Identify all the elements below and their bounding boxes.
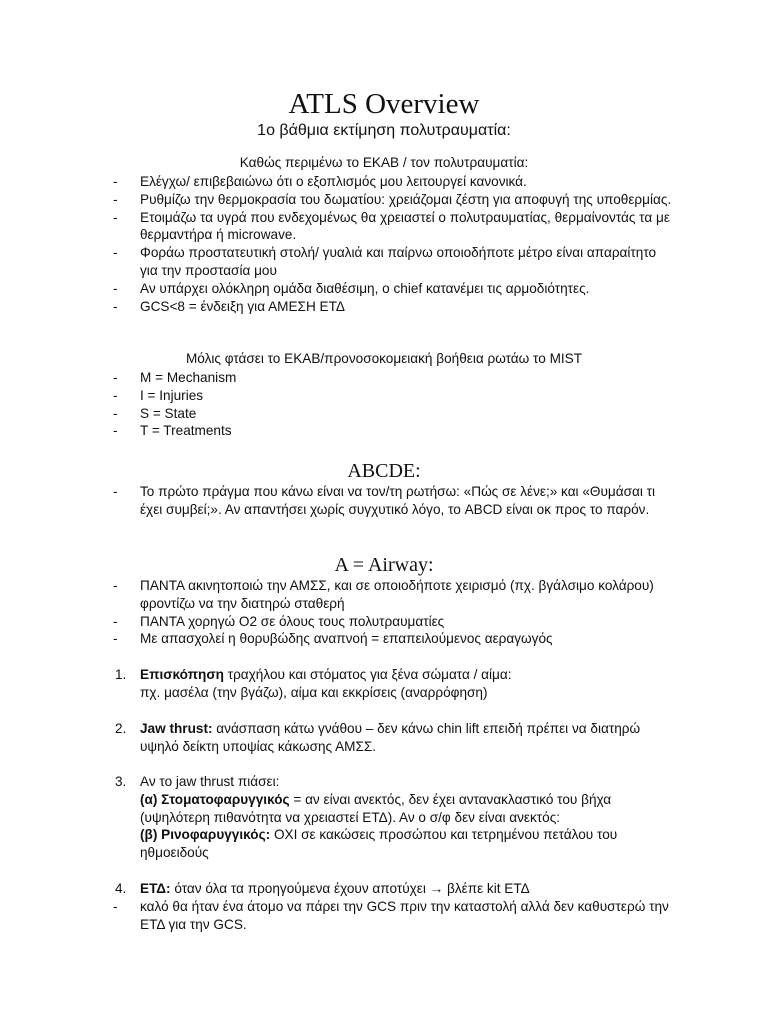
dash-marker: - xyxy=(113,898,118,914)
list-item-text: καλό θα ήταν ένα άτομο να πάρει την GCS πριν την καταστολή αλλά δεν καθυστερώ την ΕΤΔ για την GCS. xyxy=(140,898,669,932)
step-text-rest: τραχήλου και στόματος για ξένα σώματα / αίμα: xyxy=(223,667,512,682)
airway-step-3 xyxy=(113,773,673,862)
list-item-text: Φοράω προστατευτική στολή/ γυαλιά και παίρνω οποιοδήποτε μέτρο είναι απαραίτητο για την προστασία μου xyxy=(140,245,657,278)
numbered-item xyxy=(113,720,673,756)
list-item xyxy=(113,209,673,245)
list-item xyxy=(113,898,673,934)
list-item-text: S = State xyxy=(140,405,197,421)
step-bold-label: Jaw thrust: xyxy=(140,721,213,736)
step-text-rest: ανάσπαση κάτω γνάθου – δεν κάνω chin lift επειδή πρέπει να διατηρώ υψηλό δείκτη υποψίας κάκωσης ΑΜΣΣ. xyxy=(140,721,641,754)
step-number: 2. xyxy=(115,721,127,736)
step-text-rest: όταν όλα τα προηγούμενα έχουν αποτύχει xyxy=(170,881,426,896)
dash-marker: - xyxy=(113,423,118,439)
list-item xyxy=(113,244,673,280)
numbered-item xyxy=(113,880,673,898)
numbered-item xyxy=(113,666,673,702)
list-item xyxy=(113,369,673,387)
dash-marker: - xyxy=(113,405,118,421)
list-item-text: Ετοιμάζω τα υγρά που ενδεχομένως θα χρειαστεί ο πολυτραυματίας, θερμαίνοντάς τα με θερμαντήρα ή microwave. xyxy=(140,209,670,243)
dash-marker: - xyxy=(113,174,118,189)
step-text xyxy=(140,666,673,684)
mist-heading: Μόλις φτάσει το ΕΚΑΒ/προνοσοκομειακή βοήθεια ρωτάω το MIST xyxy=(185,351,583,366)
step-text-rest-2: βλέπε kit ΕΤΔ xyxy=(443,881,530,896)
option-a-bold: (α) Στοματοφαρυγγικός xyxy=(140,791,290,807)
waiting-heading: Καθώς περιμένω το ΕΚΑΒ / τον πολυτραυματία: xyxy=(239,155,529,170)
numbered-item xyxy=(113,773,673,862)
list-item-text: T = Treatments xyxy=(140,423,232,439)
list-item xyxy=(113,387,673,405)
step-option-b xyxy=(140,826,673,862)
airway-step-1 xyxy=(113,666,673,702)
list-item xyxy=(113,280,673,298)
airway-step-2 xyxy=(113,720,673,756)
list-item xyxy=(113,483,673,519)
list-item-text: M = Mechanism xyxy=(140,370,237,385)
airway-list xyxy=(113,577,673,648)
arrow-right-icon: → xyxy=(429,881,444,896)
list-item-text: ΠΑΝΤΑ χορηγώ Ο2 σε όλους τους πολυτραυματίες xyxy=(140,613,445,629)
step-text-line2: πχ. μασέλα (την βγάζω), αίμα και εκκρίσεις (αναρρόφηση) xyxy=(140,684,488,700)
dash-marker: - xyxy=(113,578,118,593)
dash-marker: - xyxy=(113,191,118,207)
list-item xyxy=(113,613,673,631)
list-item-text: Αν υπάρχει ολόκληρη ομάδα διαθέσιμη, ο chief κατανέμει τις αρμοδιότητες. xyxy=(140,280,590,296)
step-number: 1. xyxy=(115,667,127,682)
option-a-text: = αν είναι ανεκτός, δεν έχει αντανακλαστικό του βήχα (υψηλότερη πιθανότητα να χρειαστεί ΕΤΔ). Αν ο σ/φ δεν είναι ανεκτός: xyxy=(140,791,612,825)
airway-step-4 xyxy=(113,880,673,933)
list-item xyxy=(113,298,673,316)
list-item xyxy=(113,173,673,191)
list-item xyxy=(113,630,673,648)
dash-marker: - xyxy=(113,245,118,261)
option-b-text: ΟΧΙ σε κακώσεις προσώπου και τετρημένου πετάλου του ηθμοειδούς xyxy=(140,827,618,861)
dash-marker: - xyxy=(113,613,118,629)
list-item-text: I = Injuries xyxy=(140,387,204,403)
dash-marker: - xyxy=(113,209,118,225)
list-item xyxy=(113,422,673,440)
waiting-list xyxy=(113,173,673,315)
list-item-text: Ελέγχω/ επιβεβαιώνω ότι ο εξοπλισμός μου λειτουργεί κανονικά. xyxy=(140,174,527,189)
dash-marker: - xyxy=(113,387,118,403)
page-subtitle: 1ο βάθμια εκτίμηση πολυτραυματία: xyxy=(257,122,511,139)
abcde-list xyxy=(113,483,673,519)
list-item-text: GCS<8 = ένδειξη για ΑΜΕΣΗ ΕΤΔ xyxy=(140,298,345,314)
step-text: Αν το jaw thrust πιάσει: xyxy=(140,774,280,789)
mist-list xyxy=(113,369,673,440)
page-title: ATLS Overview xyxy=(288,88,480,120)
option-b-bold: (β) Ρινοφαρυγγικός: xyxy=(140,827,271,843)
step-number: 3. xyxy=(115,774,127,789)
list-item-text: Με απασχολεί η θορυβώδης αναπνοή = επαπειλούμενος αεραγωγός xyxy=(140,631,553,647)
airway-heading: A = Airway: xyxy=(334,554,434,576)
dash-marker: - xyxy=(113,280,118,296)
list-item xyxy=(113,577,673,613)
dash-marker: - xyxy=(113,298,118,314)
step-number: 4. xyxy=(115,881,127,896)
dash-marker: - xyxy=(113,484,118,499)
list-item-text: ΠΑΝΤΑ ακινητοποιώ την ΑΜΣΣ, και σε οποιοδήποτε χειρισμό (πχ. βγάλσιμο κολάρου) φροντίζω να την διατηρώ σταθερή xyxy=(140,578,654,611)
step-bold-label: Επισκόπηση xyxy=(140,667,224,682)
list-item-text: Ρυθμίζω την θερμοκρασία του δωματίου: χρειάζομαι ζέστη για αποφυγή της υποθερμίας. xyxy=(140,191,672,207)
dash-marker: - xyxy=(113,631,118,647)
list-item xyxy=(113,191,673,209)
step-bold-label: ΕΤΔ: xyxy=(140,881,171,896)
dash-marker: - xyxy=(113,370,118,385)
list-item xyxy=(113,405,673,423)
step-option-a xyxy=(140,791,673,827)
list-item-text: Το πρώτο πράγμα που κάνω είναι να τον/τη ρωτήσω: «Πώς σε λένε;» και «Θυμάσαι τι έχει συμβεί;». Αν απαντήσει χωρίς συγχυτικό λόγο, το ABCD είναι οκ προς το παρόν. xyxy=(140,484,656,517)
abcde-heading: ABCDE: xyxy=(347,460,421,482)
